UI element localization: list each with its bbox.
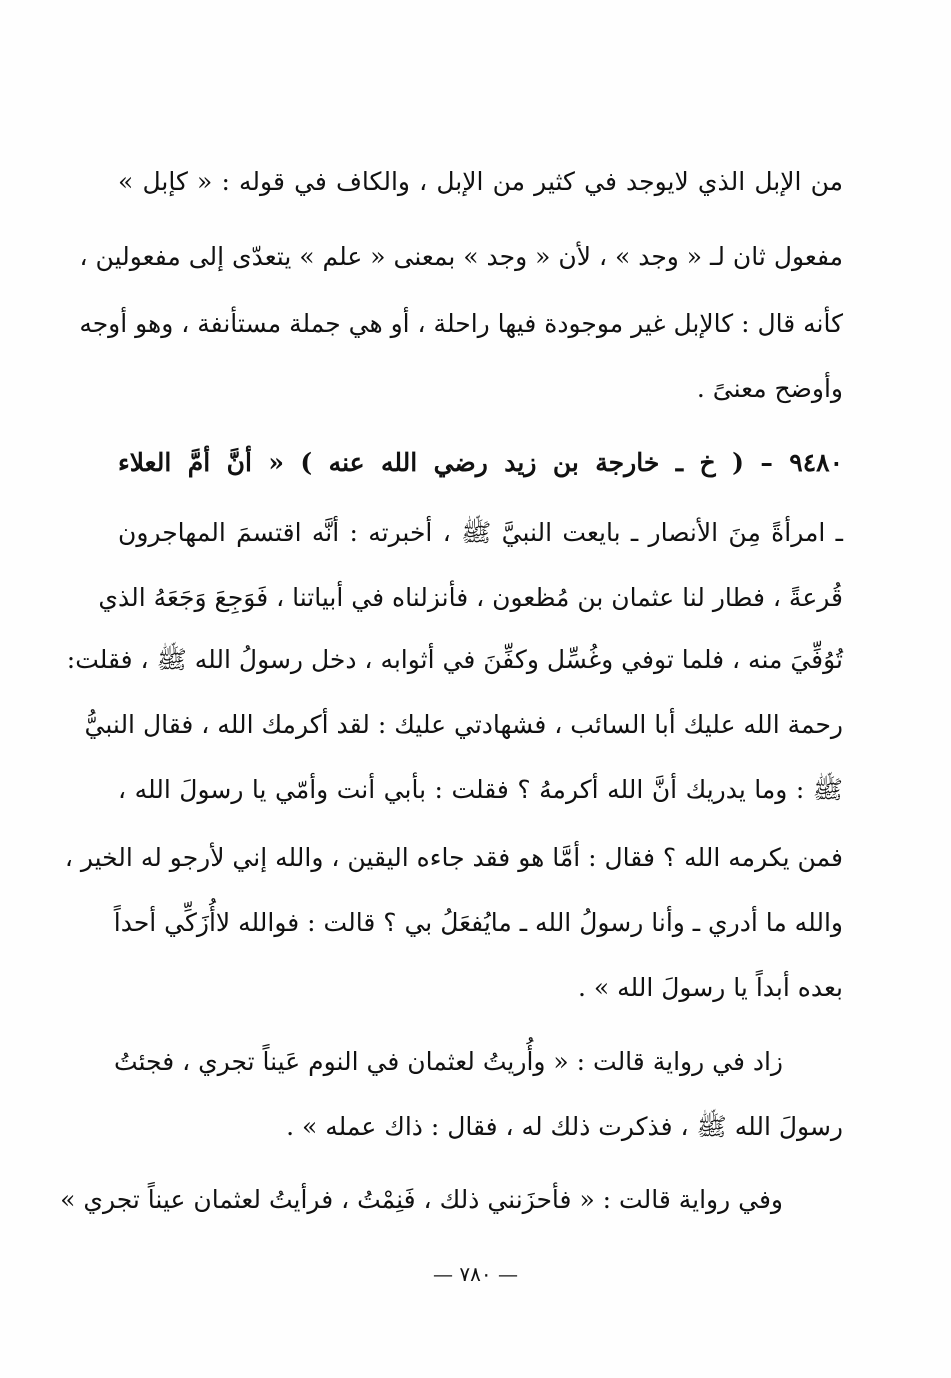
text-line-9: رحمة الله عليك أبا السائب ، فشهادتي عليك : لقد أكرمك الله ، فقال النبيُّ xyxy=(84,710,843,739)
text-line-7: قُرعةً ، فطار لنا عثمان بن مُظعون ، فأنزلناه في أبياتنا ، فَوَجِعَ وَجَعَهُ الذي xyxy=(98,583,843,612)
text-line-6: ـ امرأةً مِنَ الأنصار ـ بايعت النبيَّ ﷺ ، أخبرته : أنَّه اقتسمَ المهاجرون xyxy=(118,518,843,547)
text-line-14: زاد في رواية قالت : « وأُريتُ لعثمان في النوم عَيناً تجري ، فجئتُ xyxy=(113,1047,783,1076)
text-line-13: بعده أبداً يا رسولَ الله » . xyxy=(577,973,843,1002)
text-line-12: والله ما أدري ـ وأنا رسولُ الله ـ مايُفعَلُ بي ؟ قالت : فوالله لاأُزَكِّي أحداً xyxy=(113,908,843,937)
text-line-2: مفعول ثان لـ « وجد » ، لأن « وجد » بمعنى « علم » يتعدّى إلى مفعولين ، xyxy=(79,242,843,271)
text-line-8: تُوُفِّيَ منه ، فلما توفي وغُسِّل وكفِّنَ في أثوابه ، دخل رسولُ الله ﷺ ، فقلت: xyxy=(66,645,843,674)
text-line-1: من الإبل الذي لايوجد في كثير من الإبل ، والكاف في قوله : « كإبل » xyxy=(118,167,843,196)
text-line-3: كأنه قال : كالإبل غير موجودة فيها راحلة ، أو هي جملة مستأنفة ، وهو أوجه xyxy=(79,309,843,338)
text-line-15: رسولَ الله ﷺ ، فذكرت ذلك له ، فقال : ذاك عمله » . xyxy=(286,1112,843,1141)
text-line-11: فمن يكرمه الله ؟ فقال : أمَّا هو فقد جاءه اليقين ، والله إني لأرجو له الخير ، xyxy=(64,843,843,872)
page-number: — ٧٨٠ — xyxy=(433,1262,518,1286)
text-line-4: وأوضح معنىً . xyxy=(696,374,843,403)
hadith-heading-line: ٩٤٨٠ – ( خ ـ خارجة بن زيد رضي الله عنه ) « أنَّ أمَّ العلاء xyxy=(118,448,843,477)
text-line-16: وفي رواية قالت : « فأحزَنني ذلك ، فَنِمْتُ ، فرأيتُ لعثمان عيناً تجري » xyxy=(60,1185,783,1214)
text-line-10: ﷺ : وما يدريك أنَّ الله أكرمهُ ؟ فقلت : بأبي أنت وأمّي يا رسولَ الله ، xyxy=(118,775,843,804)
